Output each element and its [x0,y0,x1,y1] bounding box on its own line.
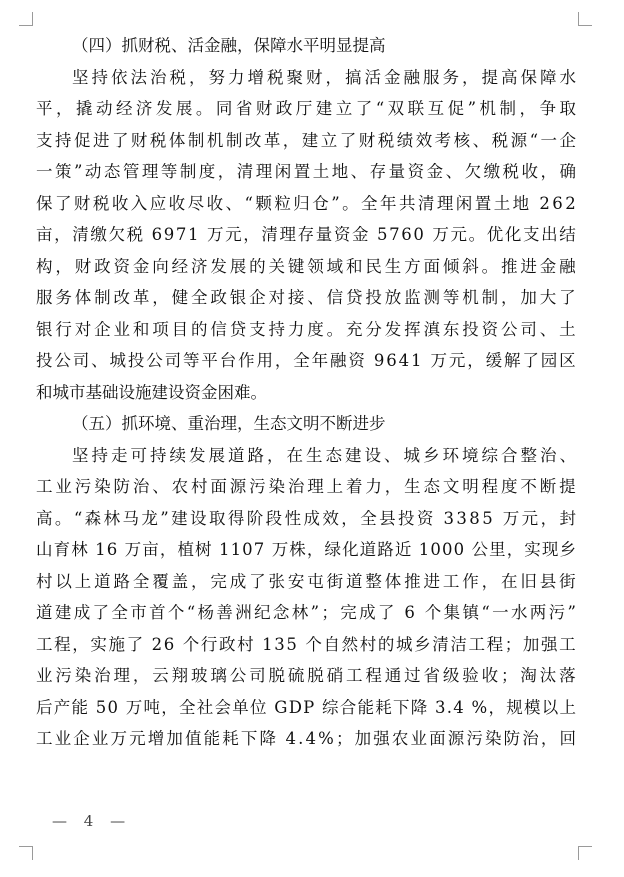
paragraph-line: 和城市基础设施建设资金困难。 [36,382,267,402]
crop-mark-top-right [578,12,592,26]
document-body [36,30,576,755]
paragraph-line: 高 。 “ 森 林 马 龙 ” 建 设 取 得 阶 段 性 成 效 ， 全 县 投 资 3 3 8 5 万 元 ， 封 [36,508,576,528]
paragraph-line: 坚 持 依 法 治 税 ， 努 力 增 税 聚 财 ， 搞 活 金 融 服 务 ， 提 高 保 障 水 [72,67,576,87]
paragraph-line: 业 污 染 治 理 ， 云 翔 玻 璃 公 司 脱 硫 脱 硝 工 程 通 过 省 级 验 收 ； 淘 汰 落 [36,666,576,685]
paragraph-line: 工 程 ， 实 施 了 2 6 个 行 政 村 1 3 5 个 自 然 村 的 城 乡 清 洁 工 程 ； 加 强 工 [36,634,576,654]
page-number: — 4 — [52,812,132,830]
crop-mark-bottom-right [578,846,592,860]
paragraph-line: 投 公 司 、 城 投 公 司 等 平 台 作 用 ， 全 年 融 资 9 6 4 1 万 元 ， 缓 解 了 园 区 [36,351,576,370]
paragraph-line: 平 ， 撬 动 经 济 发 展 。 同 省 财 政 厅 建 立 了 “ 双 联 互 促 ” 机 制 ， 争 取 [36,99,576,118]
paragraph-line: 工 业 污 染 防 治 、 农 村 面 源 污 染 治 理 上 着 力 ， 生 态 文 明 程 度 不 断 提 [36,477,576,496]
paragraph-line: 构 ， 财 政 资 金 向 经 济 发 展 的 关 键 领 域 和 民 生 方 面 倾 斜 。 推 进 金 融 [36,256,576,276]
paragraph-line: 坚 持 走 可 持 续 发 展 道 路 ， 在 生 态 建 设 、 城 乡 环 境 综 合 整 治 、 [72,445,576,465]
paragraph-line: 亩 ， 清 缴 欠 税 6 9 7 1 万 元 ， 清 理 存 量 资 金 5 7 6 0 万 元 。 优 化 支 出 结 [36,225,576,244]
paragraph-line: 山 育 林 1 6 万 亩 ， 植 树 1 1 0 7 万 株 ， 绿 化 道 路 近 1 0 0 0 公 里 ， 实 现 乡 [36,540,576,559]
paragraph-line: 工 业 企 业 万 元 增 加 值 能 耗 下 降 4 . 4 % ； 加 强 农 业 面 源 污 染 防 治 ， 回 [36,729,576,748]
paragraph-line: 保 了 财 税 收 入 应 收 尽 收 、 “ 颗 粒 归 仓 ” 。 全 年 共 清 理 闲 置 土 地 2 6 2 [36,193,576,213]
paragraph-line: 后 产 能 5 0 万 吨 ， 全 社 会 单 位 G D P 综 合 能 耗 下 降 3 . 4 % ， 规 模 以 上 [36,697,576,717]
paragraph-line: 服 务 体 制 改 革 ， 健 全 政 银 企 对 接 、 信 贷 投 放 监 测 等 机 制 ， 加 大 了 [36,288,576,307]
section-heading: （五）抓环境、重治理，生态文明不断进步 [72,414,386,433]
paragraph-line: 道 建 成 了 全 市 首 个 “ 杨 善 洲 纪 念 林 ” ； 完 成 了 6 个 集 镇 “ 一 水 两 污 ” [36,603,576,622]
section-heading: （四）抓财税、活金融，保障水平明显提高 [72,36,386,55]
crop-mark-bottom-left [19,846,33,860]
paragraph-line: 村 以 上 道 路 全 覆 盖 ， 完 成 了 张 安 屯 街 道 整 体 推 进 工 作 ， 在 旧 县 街 [36,571,576,591]
paragraph-line: 银 行 对 企 业 和 项 目 的 信 贷 支 持 力 度 。 充 分 发 挥 滇 东 投 资 公 司 、 土 [36,319,576,339]
crop-mark-top-left [19,12,33,26]
paragraph-line: 支 持 促 进 了 财 税 体 制 机 制 改 革 ， 建 立 了 财 税 绩 效 考 核 、 税 源 “ 一 企 [36,130,576,150]
paragraph-line: 一 策 ” 动 态 管 理 等 制 度 ， 清 理 闲 置 土 地 、 存 量 资 金 、 欠 缴 税 收 ， 确 [36,162,576,181]
